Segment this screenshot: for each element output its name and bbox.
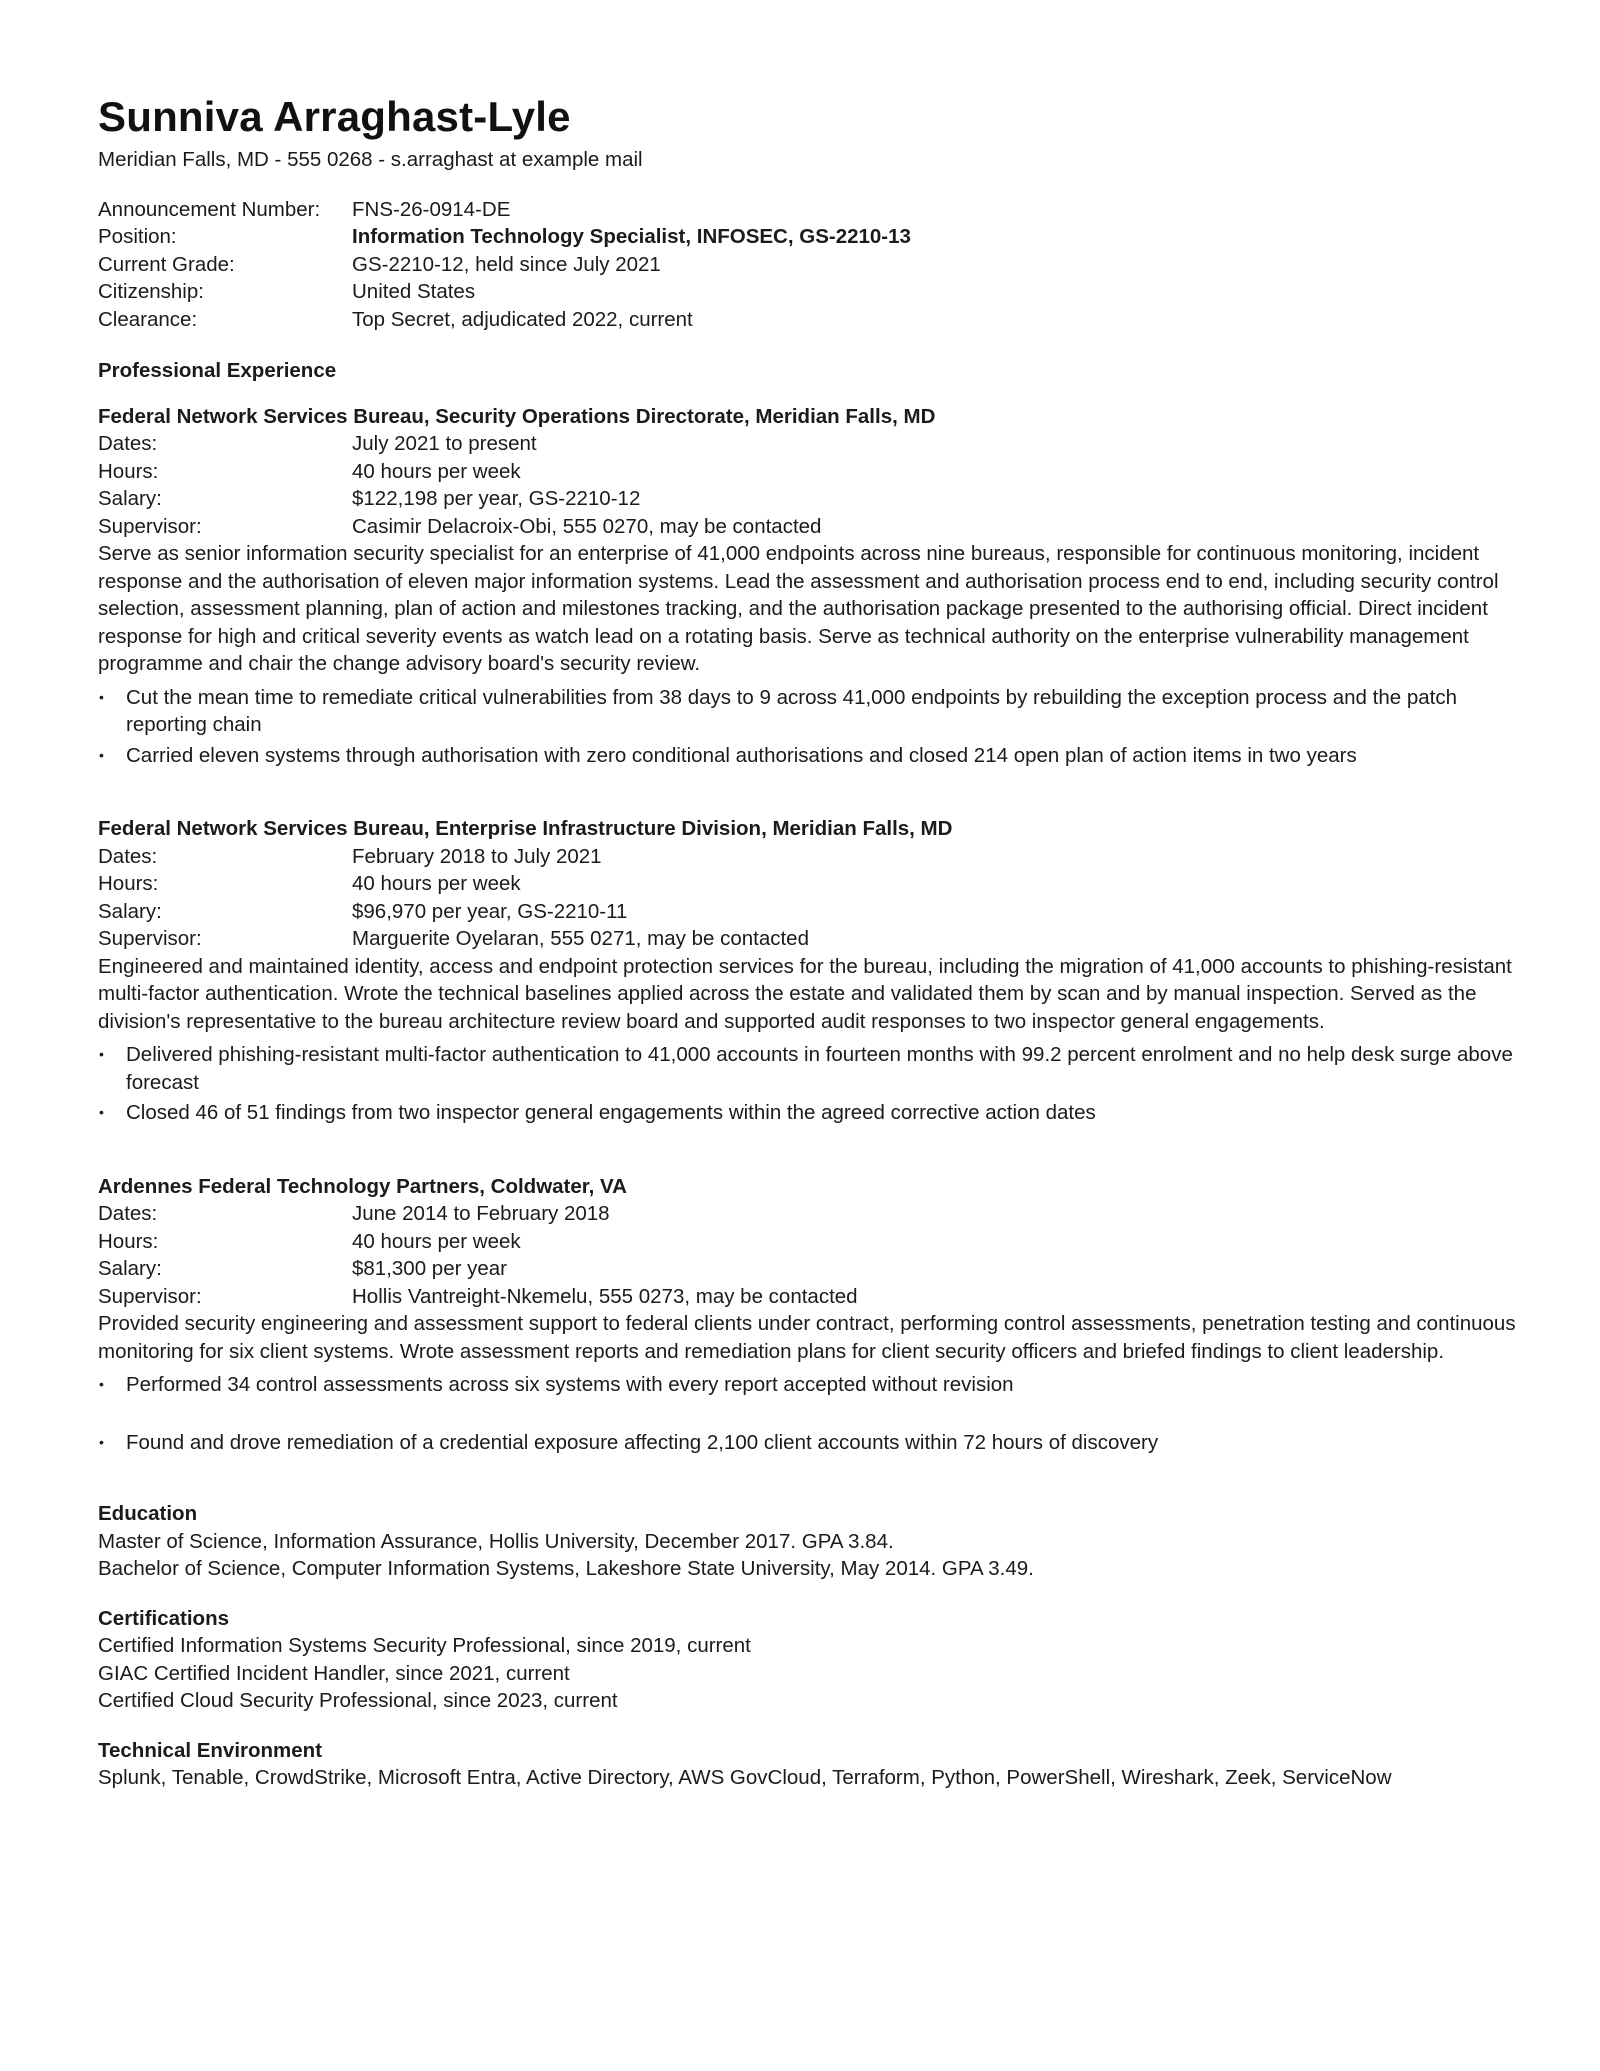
field-label: Dates: [98, 844, 158, 868]
education-line: Master of Science, Information Assurance, Hollis University, December 2017. GPA 3.84. [98, 1529, 894, 1553]
field-label: Hours: [98, 459, 159, 483]
accomplishment-text: Closed 46 of 51 findings from two inspector general engagements within the agreed corrective action dates [126, 1101, 1096, 1124]
field-value: June 2014 to February 2018 [352, 1202, 610, 1225]
job-entry [98, 815, 1518, 1127]
meta-label: Position: [98, 225, 177, 248]
accomplishment-list [98, 684, 1518, 770]
field-value: $122,198 per year, GS-2210-12 [352, 487, 641, 510]
education-section [98, 1500, 1518, 1583]
job-field-salary [98, 1255, 1518, 1283]
field-label: Hours: [98, 872, 159, 895]
meta-row-citizenship [98, 278, 1518, 306]
bullet-icon: • [99, 1376, 104, 1392]
field-label: Supervisor: [98, 1284, 202, 1308]
meta-row-grade [98, 251, 1518, 279]
accomplishment-text: Cut the mean time to remediate critical vulnerabilities from 38 days to 9 across 41,000 endpoints by rebuilding the exception process and the patch reporting chain [126, 685, 1457, 736]
job-field-supervisor [98, 1283, 1518, 1311]
field-value: Hollis Vantreight-Nkemelu, 555 0273, may be contacted [352, 1284, 858, 1308]
education-line: Bachelor of Science, Computer Information Systems, Lakeshore State University, May 2014. GPA 3.49. [98, 1557, 1034, 1580]
meta-value: Top Secret, adjudicated 2022, current [352, 307, 693, 331]
field-value: Marguerite Oyelaran, 555 0271, may be contacted [352, 927, 809, 950]
meta-label: Announcement Number: [98, 197, 321, 221]
accomplishment-text: Found and drove remediation of a credential exposure affecting 2,100 client accounts within 72 hours of discovery [126, 1430, 1159, 1454]
accomplishment-item [98, 684, 1518, 739]
job-field-supervisor [98, 513, 1518, 541]
field-value: July 2021 to present [352, 432, 537, 455]
bullet-icon: • [99, 688, 104, 705]
job-heading: Federal Network Services Bureau, Enterprise Infrastructure Division, Meridian Falls, MD [98, 817, 953, 840]
announcement-block [98, 196, 1518, 334]
field-value: $96,970 per year, GS-2210-11 [352, 899, 628, 923]
job-field-dates [98, 843, 1518, 871]
meta-value: GS-2210-12, held since July 2021 [352, 252, 661, 276]
accomplishment-text: Carried eleven systems through authorisation with zero conditional authorisations and closed 214 open plan of action items in two years [126, 743, 1357, 767]
job-field-dates [98, 430, 1518, 458]
accomplishment-text: Delivered phishing-resistant multi-factor authentication to 41,000 accounts in fourteen months with 99.2 percent enrolment and no help desk surge above forecast [126, 1043, 1513, 1094]
bullet-icon: • [99, 1433, 104, 1450]
meta-label: Current Grade: [98, 252, 235, 276]
meta-value: United States [352, 280, 476, 303]
accomplishment-item [98, 1371, 1518, 1399]
meta-row-position [98, 223, 1518, 251]
job-heading: Ardennes Federal Technology Partners, Coldwater, VA [98, 1174, 627, 1198]
field-label: Supervisor: [98, 514, 202, 538]
field-label: Hours: [98, 1229, 159, 1253]
bullet-icon: • [99, 746, 104, 763]
technical-section [98, 1737, 1518, 1792]
meta-row-clearance [98, 306, 1518, 334]
certification-line: Certified Cloud Security Professional, since 2023, current [98, 1689, 618, 1712]
meta-label: Citizenship: [98, 280, 204, 303]
field-value: 40 hours per week [352, 459, 521, 483]
job-field-hours [98, 1228, 1518, 1256]
certification-line: Certified Information Systems Security Professional, since 2019, current [98, 1634, 751, 1657]
section-title-certifications: Certifications [98, 1606, 229, 1630]
bullet-icon: • [99, 1104, 104, 1120]
field-value: 40 hours per week [352, 872, 521, 895]
job-heading: Federal Network Services Bureau, Security Operations Directorate, Meridian Falls, MD [98, 404, 936, 428]
field-value: 40 hours per week [352, 1229, 521, 1253]
meta-value: Information Technology Specialist, INFOSEC, GS-2210-13 [352, 225, 911, 248]
field-label: Salary: [98, 1257, 162, 1280]
resume-page [98, 92, 1518, 1792]
job-field-dates [98, 1200, 1518, 1228]
job-field-supervisor [98, 925, 1518, 953]
job-field-salary [98, 898, 1518, 926]
job-field-salary [98, 485, 1518, 513]
job-entry [98, 1173, 1518, 1457]
accomplishment-item [98, 1429, 1518, 1457]
accomplishment-item [98, 1099, 1518, 1127]
meta-label: Clearance: [98, 307, 198, 331]
accomplishment-item [98, 1041, 1518, 1096]
meta-value: FNS-26-0914-DE [352, 197, 511, 221]
job-description: Engineered and maintained identity, access and endpoint protection services for the bureau, including the migration of 41,000 accounts to phishing-resistant multi-factor authentication. Wrote the technical baselines applied across the estate and validated them by scan and by manual inspection. Served as the division's representative to the bureau architecture review board and supported audit responses to two inspector general engagements. [98, 954, 1512, 1033]
accomplishment-item [98, 742, 1518, 770]
section-title-experience: Professional Experience [98, 359, 337, 382]
job-field-hours [98, 458, 1518, 486]
technical-list: Splunk, Tenable, CrowdStrike, Microsoft Entra, Active Directory, AWS GovCloud, Terraform, Python, PowerShell, Wireshark, Zeek, ServiceNow [98, 1766, 1392, 1789]
field-label: Supervisor: [98, 927, 202, 950]
accomplishment-list [98, 1041, 1518, 1127]
certifications-section [98, 1605, 1518, 1715]
field-label: Salary: [98, 487, 162, 510]
field-label: Dates: [98, 432, 158, 455]
accomplishment-text: Performed 34 control assessments across six systems with every report accepted without revision [126, 1373, 1014, 1396]
job-entry [98, 403, 1518, 770]
accomplishment-list [98, 1371, 1518, 1456]
certification-line: GIAC Certified Incident Handler, since 2021, current [98, 1661, 570, 1685]
field-label: Dates: [98, 1202, 158, 1225]
section-title-technical: Technical Environment [98, 1738, 323, 1762]
applicant-name: Sunniva Arraghast-Lyle [98, 93, 571, 140]
field-value: February 2018 to July 2021 [352, 844, 602, 868]
field-label: Salary: [98, 899, 162, 923]
contact-line: Meridian Falls, MD - 555 0268 - s.arraghast at example mail [98, 148, 643, 171]
field-value: Casimir Delacroix-Obi, 555 0270, may be contacted [352, 514, 822, 538]
job-description: Provided security engineering and assessment support to federal clients under contract, performing control assessments, penetration testing and continuous monitoring for six client systems. Wrote assessment reports and remediation plans for client security officers and briefed findings to client leadership. [98, 1312, 1516, 1363]
job-field-hours [98, 870, 1518, 898]
bullet-icon: • [99, 1046, 104, 1062]
field-value: $81,300 per year [352, 1257, 508, 1280]
section-title-education: Education [98, 1502, 198, 1525]
meta-row-announcement [98, 196, 1518, 224]
job-description: Serve as senior information security specialist for an enterprise of 41,000 endpoints across nine bureaus, responsible for continuous monitoring, incident response and the authorisation of eleven major information systems. Lead the assessment and authorisation process end to end, including security control selection, assessment planning, plan of action and milestones tracking, and the authorisation package presented to the authorising official. Direct incident response for high and critical severity events as watch lead on a rotating basis. Serve as technical authority on the enterprise vulnerability management programme and chair the change advisory board's security review. [98, 542, 1499, 675]
